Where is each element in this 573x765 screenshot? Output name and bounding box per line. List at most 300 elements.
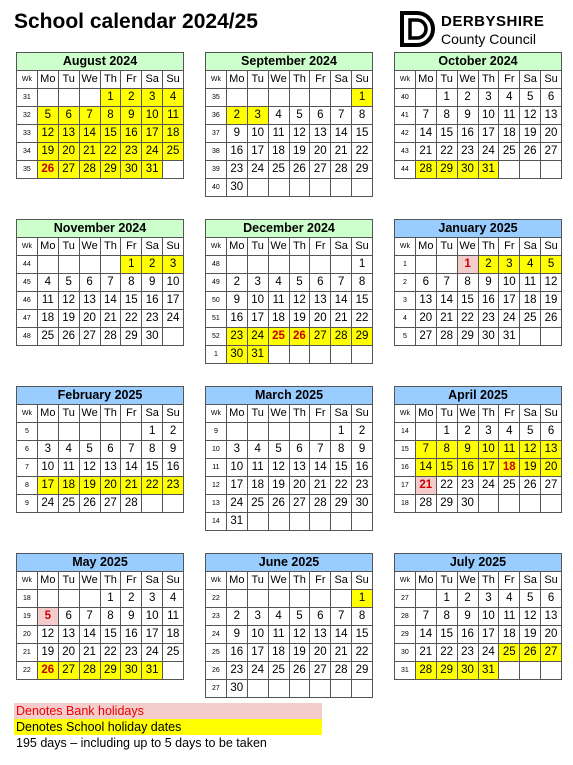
day-cell: 12 [79, 459, 100, 477]
week-row [395, 626, 562, 644]
bank-holiday-day: 18 [499, 459, 520, 477]
day-cell: 10 [247, 292, 268, 310]
day-cell: 5 [520, 89, 541, 107]
day-cell: 10 [247, 626, 268, 644]
day-cell: 21 [100, 310, 121, 328]
school-holiday-day: 2 [142, 256, 163, 274]
week-row [206, 441, 373, 459]
empty-cell [310, 513, 331, 531]
logo-line-2: County Council [441, 31, 536, 47]
day-cell: 30 [478, 328, 499, 346]
day-cell: 3 [247, 274, 268, 292]
day-cell: 17 [247, 644, 268, 662]
day-cell: 27 [100, 495, 121, 513]
day-cell: 21 [331, 310, 352, 328]
empty-cell [163, 662, 184, 680]
month-name: December 2024 [206, 220, 373, 238]
school-holiday-day: 6 [58, 107, 79, 125]
day-cell: 6 [541, 423, 562, 441]
month-header-row [17, 220, 184, 238]
week-number: 27 [206, 680, 227, 698]
week-row [206, 626, 373, 644]
empty-cell [331, 256, 352, 274]
day-header: Th [478, 238, 499, 256]
week-number: 50 [206, 292, 227, 310]
legend-school-holidays: Denotes School holiday dates [14, 719, 322, 735]
week-number: 9 [206, 423, 227, 441]
derbyshire-logo-icon [399, 10, 437, 48]
day-cell: 23 [478, 310, 499, 328]
day-cell: 11 [268, 125, 289, 143]
empty-cell [163, 495, 184, 513]
day-cell: 11 [499, 608, 520, 626]
day-cell: 29 [352, 161, 373, 179]
day-header: Sa [520, 405, 541, 423]
day-cell: 19 [268, 477, 289, 495]
day-cell: 2 [163, 423, 184, 441]
empty-cell [58, 423, 79, 441]
day-cell: 27 [415, 328, 436, 346]
day-header: Mo [37, 71, 58, 89]
week-number: 11 [206, 459, 227, 477]
month-header-row [395, 554, 562, 572]
school-holiday-day: 28 [415, 161, 436, 179]
school-holiday-day: 2 [478, 256, 499, 274]
day-header: Mo [226, 405, 247, 423]
day-header: Su [541, 572, 562, 590]
empty-cell [289, 680, 310, 698]
week-label: Wk [17, 238, 38, 256]
day-cell: 12 [520, 107, 541, 125]
day-cell: 19 [541, 292, 562, 310]
day-cell: 5 [289, 107, 310, 125]
day-cell: 1 [331, 423, 352, 441]
day-cell: 25 [37, 328, 58, 346]
day-header: We [457, 405, 478, 423]
day-header: We [457, 71, 478, 89]
bank-holiday-day: 25 [268, 328, 289, 346]
month-header-row [395, 53, 562, 71]
day-header: Su [163, 238, 184, 256]
school-holiday-day: 23 [226, 328, 247, 346]
day-cell: 13 [541, 608, 562, 626]
school-holiday-day: 30 [226, 346, 247, 364]
bank-holiday-day: 26 [289, 328, 310, 346]
day-header: Su [163, 71, 184, 89]
week-row [17, 292, 184, 310]
school-holiday-day: 11 [163, 107, 184, 125]
empty-cell [352, 346, 373, 364]
week-row [206, 274, 373, 292]
day-cell: 14 [331, 292, 352, 310]
day-cell: 29 [352, 662, 373, 680]
week-row [17, 441, 184, 459]
day-header-row [206, 405, 373, 423]
empty-cell [289, 590, 310, 608]
school-holiday-day: 24 [247, 328, 268, 346]
day-cell: 18 [163, 626, 184, 644]
week-row [395, 256, 562, 274]
school-holiday-day: 22 [142, 477, 163, 495]
day-cell: 1 [436, 590, 457, 608]
day-header: Sa [331, 238, 352, 256]
week-row [395, 662, 562, 680]
week-row [206, 495, 373, 513]
week-number: 44 [17, 256, 38, 274]
day-cell: 13 [79, 292, 100, 310]
school-holiday-day: 30 [457, 161, 478, 179]
month-table [16, 219, 184, 346]
month-table [205, 219, 373, 364]
day-cell: 1 [352, 256, 373, 274]
empty-cell [247, 590, 268, 608]
week-number: 1 [395, 256, 416, 274]
week-number: 17 [395, 477, 416, 495]
school-holiday-day: 17 [478, 459, 499, 477]
school-holiday-day: 7 [415, 441, 436, 459]
day-cell: 1 [142, 423, 163, 441]
day-cell: 26 [520, 143, 541, 161]
empty-cell [268, 590, 289, 608]
week-row [17, 608, 184, 626]
day-cell: 29 [457, 328, 478, 346]
empty-cell [520, 328, 541, 346]
day-cell: 18 [268, 310, 289, 328]
day-cell: 4 [163, 590, 184, 608]
day-header: Su [163, 572, 184, 590]
day-cell: 23 [457, 143, 478, 161]
week-number: 44 [395, 161, 416, 179]
school-holiday-day: 20 [100, 477, 121, 495]
day-cell: 19 [520, 626, 541, 644]
school-holiday-day: 19 [79, 477, 100, 495]
week-row [206, 179, 373, 197]
week-row [395, 608, 562, 626]
school-holiday-day: 18 [163, 125, 184, 143]
day-cell: 17 [247, 143, 268, 161]
week-number: 16 [395, 459, 416, 477]
week-label: Wk [17, 405, 38, 423]
empty-cell [415, 89, 436, 107]
day-cell: 30 [352, 495, 373, 513]
day-header: Th [100, 238, 121, 256]
day-cell: 24 [142, 644, 163, 662]
day-cell: 16 [226, 310, 247, 328]
day-cell: 23 [457, 644, 478, 662]
day-header: Th [100, 572, 121, 590]
month-header-row [395, 220, 562, 238]
day-cell: 7 [415, 107, 436, 125]
day-cell: 9 [478, 274, 499, 292]
day-cell: 22 [352, 644, 373, 662]
day-cell: 21 [79, 644, 100, 662]
day-cell: 22 [457, 310, 478, 328]
week-row [395, 644, 562, 662]
week-row [17, 495, 184, 513]
school-holiday-day: 31 [247, 346, 268, 364]
day-cell: 20 [310, 644, 331, 662]
week-number: 6 [17, 441, 38, 459]
school-holiday-day: 15 [436, 459, 457, 477]
day-cell: 21 [331, 644, 352, 662]
month-table [16, 52, 184, 179]
day-cell: 30 [226, 680, 247, 698]
empty-cell [100, 256, 121, 274]
day-cell: 24 [478, 477, 499, 495]
day-cell: 9 [163, 441, 184, 459]
empty-cell [79, 590, 100, 608]
empty-cell [310, 423, 331, 441]
empty-cell [268, 346, 289, 364]
week-row [17, 274, 184, 292]
empty-cell [37, 256, 58, 274]
day-header: Tu [247, 572, 268, 590]
week-row [206, 662, 373, 680]
day-cell: 24 [226, 495, 247, 513]
school-holiday-day: 7 [79, 107, 100, 125]
school-holiday-day: 5 [37, 107, 58, 125]
day-cell: 10 [478, 608, 499, 626]
day-cell: 10 [142, 608, 163, 626]
day-cell: 14 [331, 626, 352, 644]
day-cell: 10 [478, 107, 499, 125]
day-cell: 19 [37, 644, 58, 662]
day-header: Tu [58, 238, 79, 256]
empty-cell [499, 495, 520, 513]
week-number: 23 [206, 608, 227, 626]
day-cell: 6 [310, 107, 331, 125]
day-header: Sa [142, 405, 163, 423]
legend-days-note: 195 days – including up to 5 days to be taken [16, 736, 267, 750]
day-header: Su [541, 71, 562, 89]
week-number: 18 [17, 590, 38, 608]
week-number: 40 [206, 179, 227, 197]
week-number: 3 [395, 292, 416, 310]
day-cell: 15 [436, 626, 457, 644]
week-row [395, 107, 562, 125]
week-number: 42 [395, 125, 416, 143]
day-cell: 4 [499, 423, 520, 441]
day-cell: 18 [268, 644, 289, 662]
week-number: 19 [17, 608, 38, 626]
day-cell: 8 [436, 107, 457, 125]
empty-cell [247, 513, 268, 531]
month-name: May 2025 [17, 554, 184, 572]
day-header: Tu [436, 238, 457, 256]
month-name: March 2025 [206, 387, 373, 405]
day-cell: 23 [457, 477, 478, 495]
school-holiday-day: 15 [100, 125, 121, 143]
day-cell: 26 [541, 310, 562, 328]
day-cell: 18 [37, 310, 58, 328]
day-cell: 13 [100, 459, 121, 477]
week-number: 30 [395, 644, 416, 662]
day-cell: 16 [457, 125, 478, 143]
school-holiday-day: 9 [457, 441, 478, 459]
day-cell: 15 [352, 626, 373, 644]
empty-cell [247, 179, 268, 197]
day-cell: 21 [310, 477, 331, 495]
school-holiday-day: 28 [79, 662, 100, 680]
day-cell: 19 [520, 125, 541, 143]
week-row [395, 423, 562, 441]
day-cell: 2 [226, 274, 247, 292]
day-cell: 14 [121, 459, 142, 477]
school-holiday-day: 12 [520, 441, 541, 459]
day-cell: 19 [289, 310, 310, 328]
school-holiday-day: 16 [457, 459, 478, 477]
day-header: Sa [142, 238, 163, 256]
bank-holiday-day: 26 [37, 662, 58, 680]
empty-cell [415, 256, 436, 274]
day-cell: 20 [289, 477, 310, 495]
empty-cell [121, 423, 142, 441]
day-cell: 10 [37, 459, 58, 477]
empty-cell [331, 680, 352, 698]
day-cell: 1 [436, 423, 457, 441]
week-number: 22 [206, 590, 227, 608]
day-cell: 4 [499, 89, 520, 107]
day-cell: 12 [289, 292, 310, 310]
day-cell: 18 [499, 626, 520, 644]
empty-cell [226, 256, 247, 274]
empty-cell [352, 513, 373, 531]
week-row [395, 274, 562, 292]
day-cell: 25 [58, 495, 79, 513]
empty-cell [520, 495, 541, 513]
day-header: Mo [415, 572, 436, 590]
school-holiday-day: 1 [100, 89, 121, 107]
day-cell: 23 [142, 310, 163, 328]
day-cell: 12 [268, 459, 289, 477]
week-row [17, 107, 184, 125]
day-cell: 11 [520, 274, 541, 292]
month-calendar [16, 386, 184, 513]
week-number: 28 [395, 608, 416, 626]
day-cell: 12 [37, 626, 58, 644]
empty-cell [79, 89, 100, 107]
week-row [206, 107, 373, 125]
day-header: Th [478, 405, 499, 423]
month-name: November 2024 [17, 220, 184, 238]
week-row [17, 644, 184, 662]
school-holiday-day: 1 [352, 89, 373, 107]
day-cell: 9 [226, 292, 247, 310]
week-row [206, 89, 373, 107]
day-cell: 24 [247, 662, 268, 680]
week-number: 1 [206, 346, 227, 364]
day-cell: 24 [37, 495, 58, 513]
day-cell: 17 [499, 292, 520, 310]
day-cell: 15 [100, 626, 121, 644]
day-cell: 20 [310, 310, 331, 328]
day-cell: 12 [541, 274, 562, 292]
week-row [206, 161, 373, 179]
school-holiday-day: 8 [436, 441, 457, 459]
day-cell: 22 [436, 644, 457, 662]
day-header: Fr [121, 572, 142, 590]
bank-holiday-day: 21 [415, 477, 436, 495]
week-row [206, 423, 373, 441]
week-number: 13 [206, 495, 227, 513]
day-cell: 14 [331, 125, 352, 143]
day-cell: 3 [37, 441, 58, 459]
school-holiday-day: 29 [100, 662, 121, 680]
day-cell: 23 [226, 662, 247, 680]
month-table [394, 386, 562, 513]
day-cell: 12 [520, 608, 541, 626]
day-cell: 7 [436, 274, 457, 292]
day-cell: 15 [457, 292, 478, 310]
day-cell: 15 [142, 459, 163, 477]
day-cell: 17 [478, 626, 499, 644]
week-label: Wk [395, 405, 416, 423]
day-cell: 20 [541, 125, 562, 143]
school-holiday-day: 3 [247, 107, 268, 125]
week-number: 4 [395, 310, 416, 328]
week-row [206, 608, 373, 626]
week-number: 20 [17, 626, 38, 644]
month-name: July 2025 [395, 554, 562, 572]
day-cell: 4 [268, 608, 289, 626]
empty-cell [268, 680, 289, 698]
school-holiday-day: 4 [163, 89, 184, 107]
week-row [206, 256, 373, 274]
week-row [17, 477, 184, 495]
day-cell: 11 [247, 459, 268, 477]
week-number: 49 [206, 274, 227, 292]
day-cell: 10 [163, 274, 184, 292]
empty-cell [310, 256, 331, 274]
month-calendar [394, 386, 562, 513]
bank-holiday-day: 26 [37, 161, 58, 179]
day-header-row [206, 238, 373, 256]
day-cell: 27 [541, 143, 562, 161]
day-header: We [268, 572, 289, 590]
week-row [395, 143, 562, 161]
day-cell: 25 [268, 161, 289, 179]
school-holiday-day: 10 [478, 441, 499, 459]
school-holiday-day: 26 [520, 644, 541, 662]
day-cell: 4 [37, 274, 58, 292]
day-cell: 2 [457, 590, 478, 608]
logo-line-1: DERBYSHIRE [441, 13, 545, 30]
school-holiday-day: 28 [79, 161, 100, 179]
day-header: Tu [58, 405, 79, 423]
day-header-row [17, 71, 184, 89]
day-cell: 20 [58, 644, 79, 662]
week-row [395, 459, 562, 477]
week-row [395, 310, 562, 328]
week-number: 26 [206, 662, 227, 680]
week-number: 2 [395, 274, 416, 292]
day-header: We [79, 572, 100, 590]
week-row [17, 626, 184, 644]
school-holiday-day: 27 [58, 161, 79, 179]
day-cell: 3 [478, 590, 499, 608]
day-cell: 5 [58, 274, 79, 292]
day-header-row [395, 238, 562, 256]
school-holiday-day: 23 [163, 477, 184, 495]
week-row [17, 125, 184, 143]
day-cell: 10 [499, 274, 520, 292]
day-header: Mo [37, 572, 58, 590]
empty-cell [100, 423, 121, 441]
day-cell: 18 [247, 477, 268, 495]
school-holiday-day: 20 [541, 459, 562, 477]
week-number: 9 [17, 495, 38, 513]
day-cell: 7 [100, 274, 121, 292]
